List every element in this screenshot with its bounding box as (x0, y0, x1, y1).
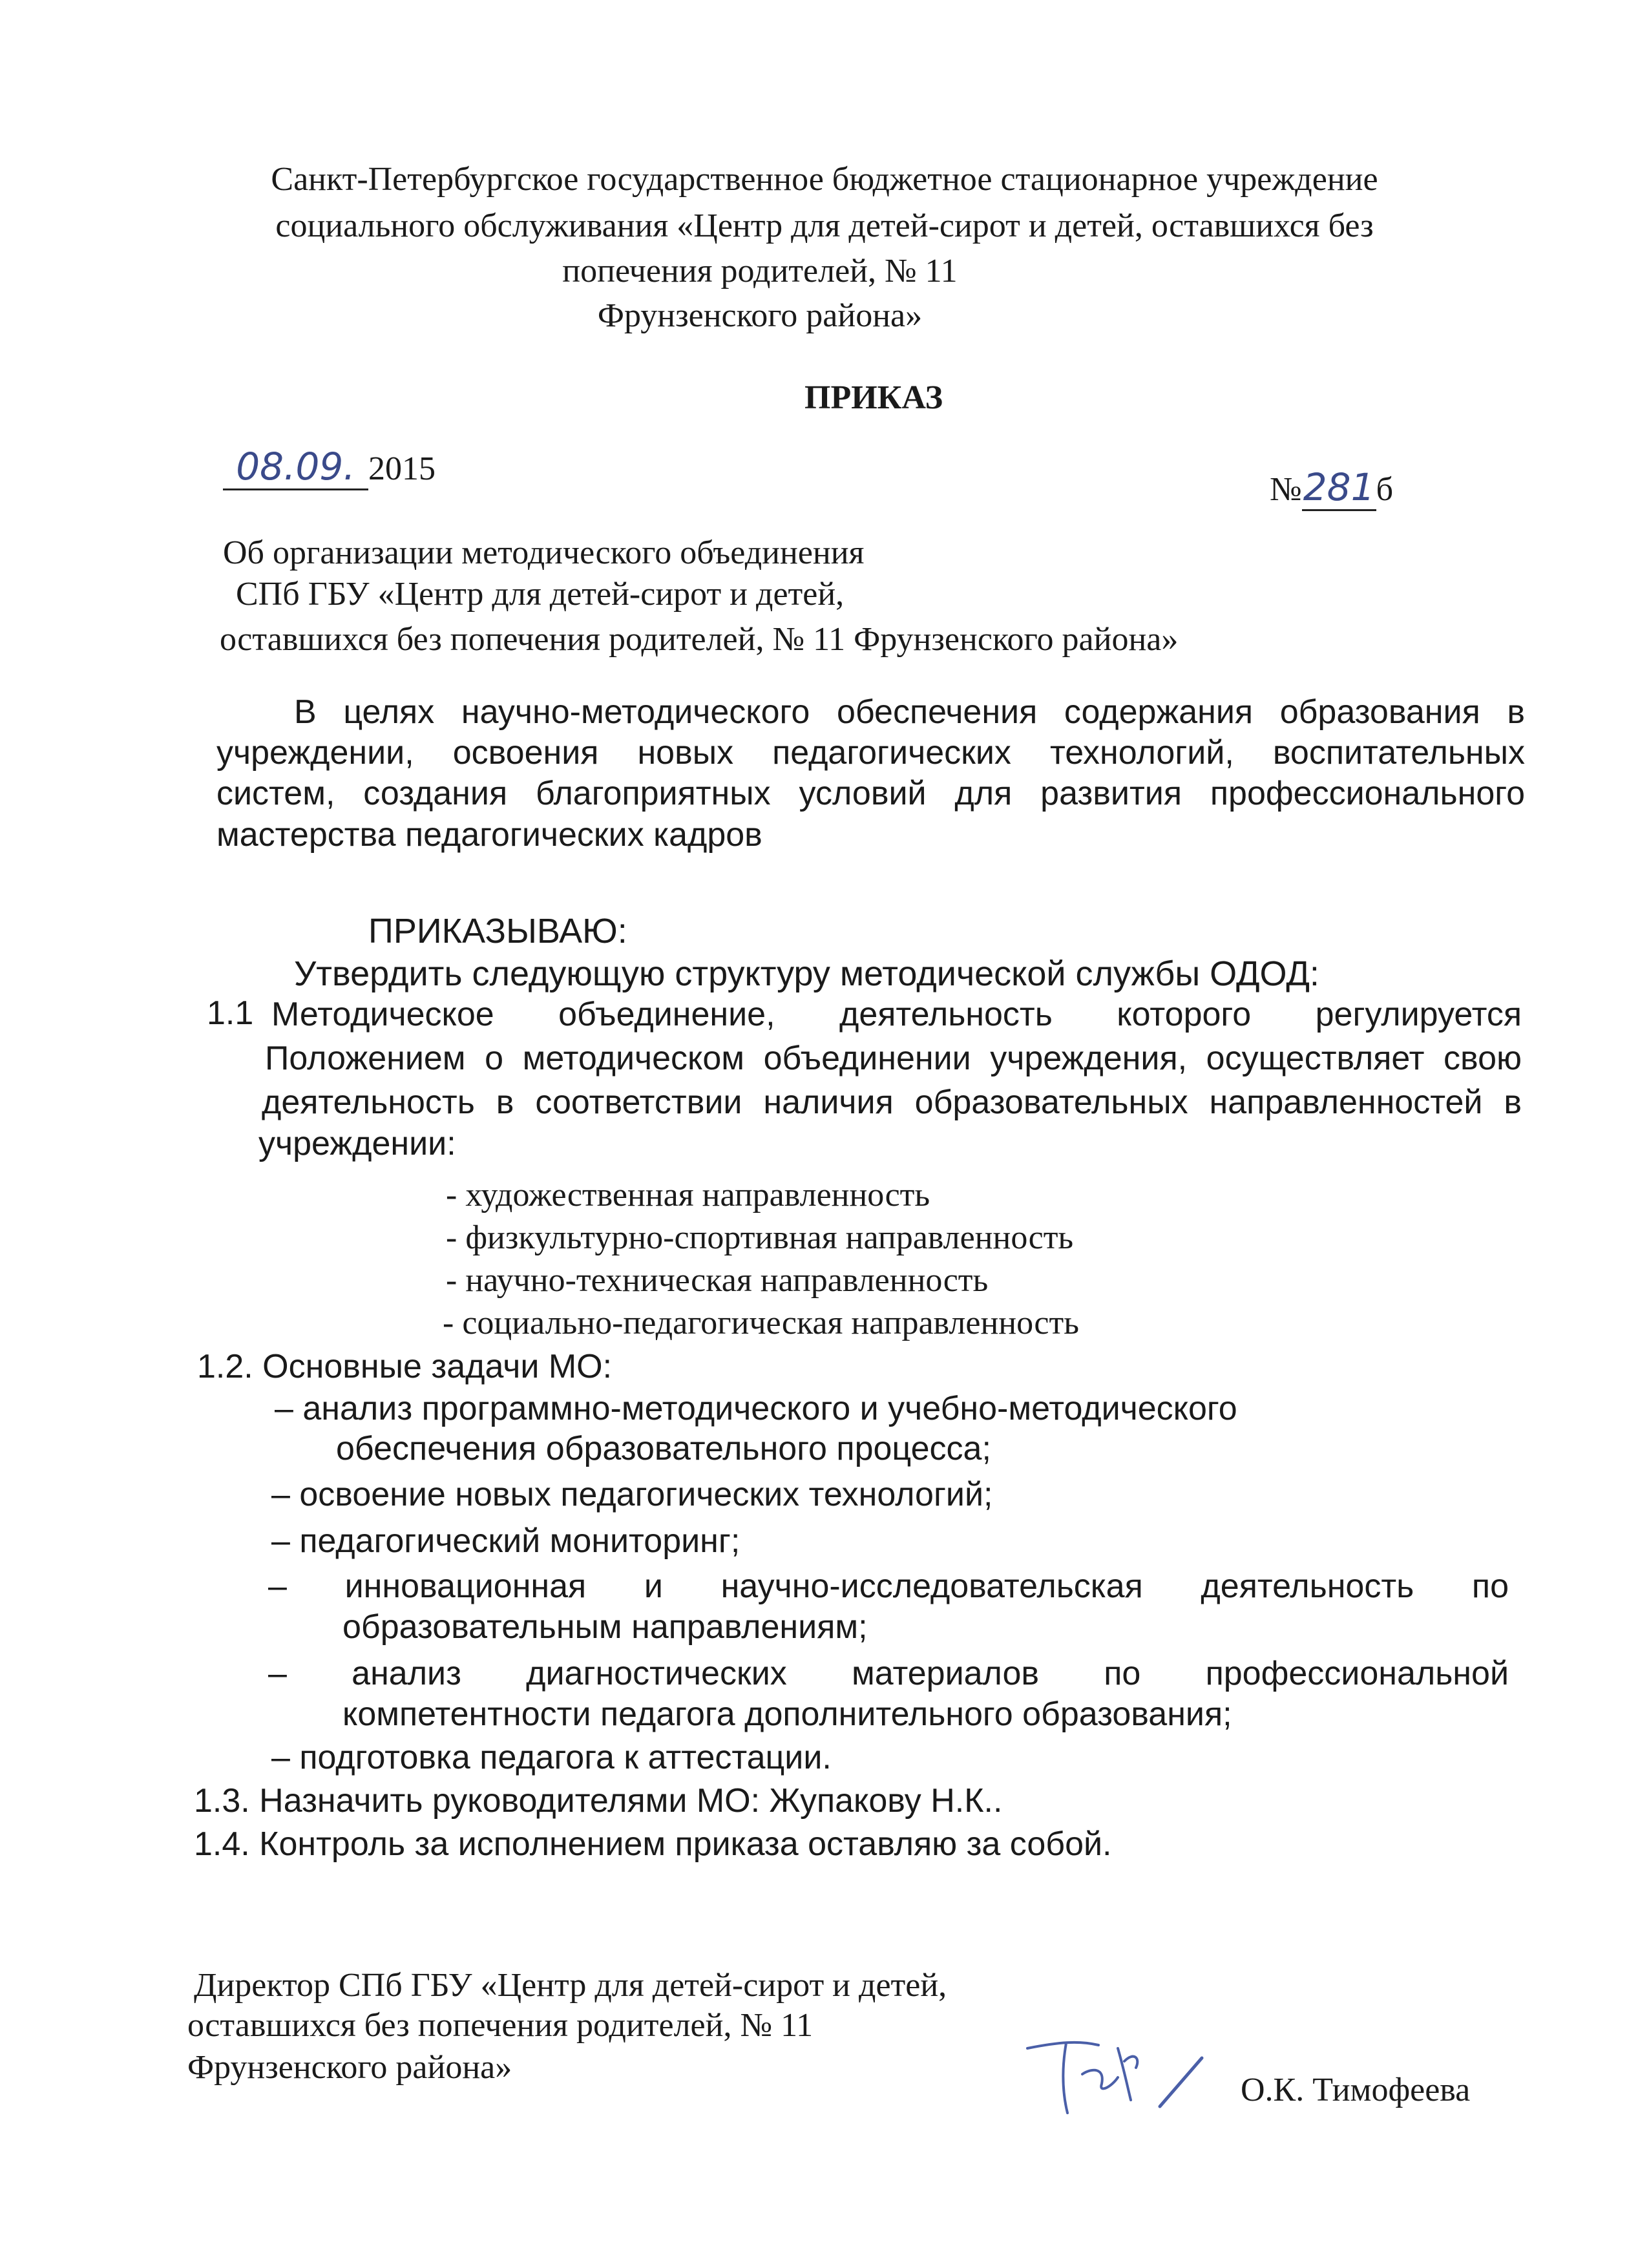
preamble-line-4: мастерства педагогических кадров (216, 816, 762, 854)
preamble-line-2: учреждении, освоения новых педагогических технологий, воспитательных (216, 734, 1525, 772)
direction-item: - научно-техническая направленность (446, 1262, 989, 1299)
order-word: ПРИКАЗЫВАЮ: (368, 912, 627, 950)
task-item: – инновационная и научно-исследовательская деятельность по (268, 1568, 1509, 1605)
header-line-4: Фрунзенского района» (597, 297, 923, 334)
direction-item: - художественная направленность (446, 1177, 930, 1213)
task-item: – освоение новых педагогических технологий; (271, 1476, 993, 1513)
direction-item: - социально-педагогическая направленность (443, 1305, 1079, 1341)
subject-line-3: оставшихся без попечения родителей, № 11 Фрунзенского района» (220, 621, 1179, 658)
item-1-1-line-3: деятельность в соответствии наличия образовательных направленностей в (262, 1084, 1522, 1121)
header-line-2: социального обслуживания «Центр для детей-сирот и детей, оставшихся без (275, 207, 1374, 244)
handwritten-date: 08.09. (236, 445, 355, 488)
position-line-1: Директор СПб ГБУ «Центр для детей-сирот и детей, (194, 1967, 947, 2004)
item-1-2-label: 1.2. Основные задачи МО: (197, 1348, 613, 1385)
direction-item: - физкультурно-спортивная направленность (446, 1219, 1074, 1256)
order-number (1270, 465, 1393, 511)
item-1-1-line-1: Методическое объединение, деятельность которого регулируется (271, 996, 1522, 1033)
task-item: – подготовка педагога к аттестации. (271, 1739, 832, 1776)
task-item: – анализ диагностических материалов по профессиональной (268, 1655, 1509, 1692)
preamble-line-3: систем, создания благоприятных условий для развития профессионального (216, 775, 1525, 812)
item-1-1-line-2: Положением о методическом объединении учреждения, осуществляет свою (265, 1040, 1522, 1077)
document-title: ПРИКАЗ (804, 379, 943, 416)
item-1-4: 1.4. Контроль за исполнением приказа оставляю за собой. (194, 1825, 1112, 1863)
signature-image (1021, 2022, 1215, 2126)
task-item-continuation: компетентности педагога дополнительного образования; (342, 1696, 1232, 1733)
number-suffix: б (1376, 471, 1394, 508)
subject-line-1: Об организации методического объединения (223, 534, 865, 571)
position-line-3: Фрунзенского района» (187, 2049, 512, 2086)
item-1-1-line-4: учреждении: (258, 1125, 456, 1162)
item-1-1-number: 1.1 (207, 994, 254, 1032)
handwritten-number: 281 (1303, 465, 1375, 509)
header-line-1: Санкт-Петербургское государственное бюджетное стационарное учреждение (271, 161, 1378, 198)
task-item: – педагогический мониторинг; (271, 1522, 740, 1560)
item-1-3: 1.3. Назначить руководителями МО: Жупакову Н.К.. (194, 1782, 1003, 1820)
task-item-continuation: обеспечения образовательного процесса; (336, 1430, 991, 1467)
date-year: 2015 (368, 450, 436, 487)
approve-line: Утвердить следующую структуру методической службы ОДОД: (294, 954, 1319, 993)
position-line-2: оставшихся без попечения родителей, № 11 (187, 2007, 814, 2044)
order-date (223, 445, 436, 490)
handwritten-signature (1021, 2022, 1215, 2129)
number-prefix: № (1270, 471, 1302, 508)
subject-line-2: СПб ГБУ «Центр для детей-сирот и детей, (236, 576, 845, 613)
task-item: – анализ программно-методического и учебно-методического (275, 1390, 1237, 1427)
signatory-name: О.К. Тимофеева (1241, 2072, 1471, 2108)
header-line-3: попечения родителей, № 11 (562, 253, 958, 289)
task-item-continuation: образовательным направлениям; (342, 1608, 868, 1646)
preamble-line-1: В целях научно-методического обеспечения содержания образования в (294, 693, 1525, 731)
